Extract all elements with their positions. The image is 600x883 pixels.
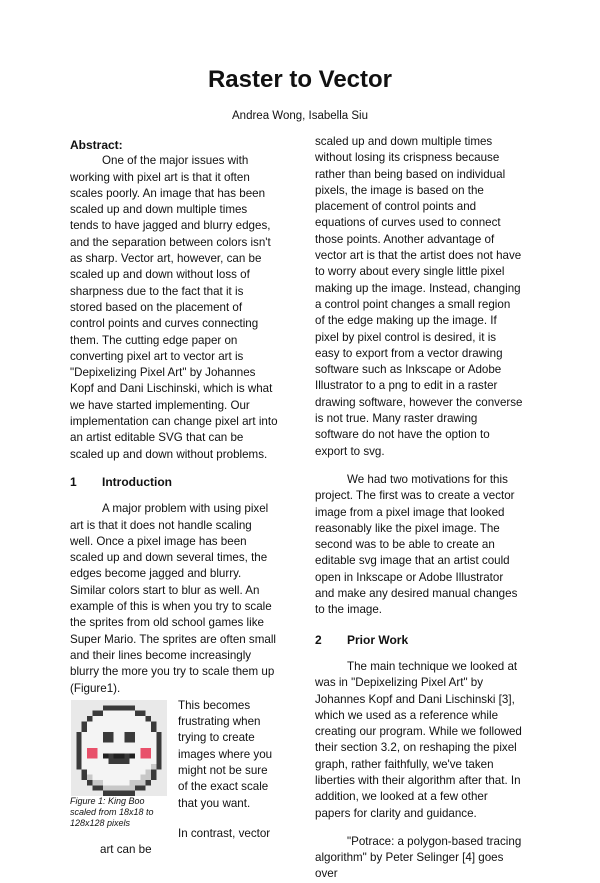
figure-wrap-text: This becomes frustrating when trying to create images where you might not be sure of the exact scale that you want. (178, 698, 273, 810)
introduction-paragraph: A major problem with using pixel art is that it does not handle scaling well. Once a pixel image has been scaled up and down several times, the edges become jagged and blurry. Similar colors start to blur as well. An example of this is when you try to scale the sprites from old school games like Super Mario. The sprites are often small and their lines become increasingly blurry the more you try to scale them up (Figure1). (70, 502, 276, 695)
figure-wrap-text-2: In contrast, vector art can be (100, 826, 271, 857)
abstract-text: One of the major issues with working with pixel art is that it often scales poorly. An image that has been scaled up and down multiple times tends to have jagged and blurry edges, and the separation between colors isn't as sharp. Vector art, however, can be scaled up and down without loss of sharpness due to the fact that it is stored based on the placement of control points and curves connecting them. The cutting edge paper on converting pixel art to vector art is "Depixelizing Pixel Art" by Johannes Kopf and Dani Lischinski, which is what we have started implementing. Our implementation can change pixel art into an artist editable SVG that can be scaled up and down without problems. (70, 154, 278, 461)
right-column (315, 134, 523, 883)
introduction-heading (70, 474, 278, 490)
motivation-paragraph: We had two motivations for this project. The first was to create a vector image from a pixel image that looked reasonably like the pixel image. The second was to be able to create an editable svg image that an artist could open in Inkscape or Adobe Illustrator and make any desired manual changes to the image. (315, 472, 518, 617)
introduction-continuation: scaled up and down multiple times without losing its crispness because rather than being based on individual pixels, the image is based on the placement of control points and equations of curves used to connect those points. Another advantage of vector art is that the artist does not have to worry about every single little pixel making up the image. Instead, changing a control point changes a small region of the edge making up the image. If pixel by pixel control is desired, it is easy to export from a vector drawing software such as Inkscape or Adobe Illustrator to a png to edit in a raster drawing software, however the converse is not true. Many raster drawing software do not have the option to export to svg. (315, 135, 523, 458)
left-column (70, 137, 278, 858)
paper-authors: Andrea Wong, Isabella Siu (232, 110, 368, 122)
king-boo-image (70, 700, 168, 796)
figure-block (70, 698, 278, 859)
section-number: 1 (70, 474, 77, 489)
section-title: Prior Work (347, 632, 409, 647)
figure-caption: Figure 1: King Boo scaled from 18x18 to 128x128 pixels (70, 795, 154, 828)
figure-1 (70, 700, 170, 829)
section-number: 2 (315, 632, 322, 647)
section-title: Introduction (102, 474, 172, 489)
prior-work-heading (315, 632, 523, 648)
abstract-heading: Abstract: (70, 138, 123, 152)
prior-work-paragraph-1: The main technique we looked at was in "Depixelizing Pixel Art" by Johannes Kopf and Dani Lischinski [3], which we used as a reference while creating our program. While we followed their section 3.2, on reshaping the pixel graph, rather faithfully, we've taken liberties with their algorithm after that. In addition, we looked at a few other papers for clarity and guidance. (315, 659, 522, 820)
prior-work-paragraph-2: "Potrace: a polygon-based tracing algorithm" by Peter Selinger [4] goes over (315, 834, 522, 881)
paper-title: Raster to Vector (207, 66, 393, 93)
